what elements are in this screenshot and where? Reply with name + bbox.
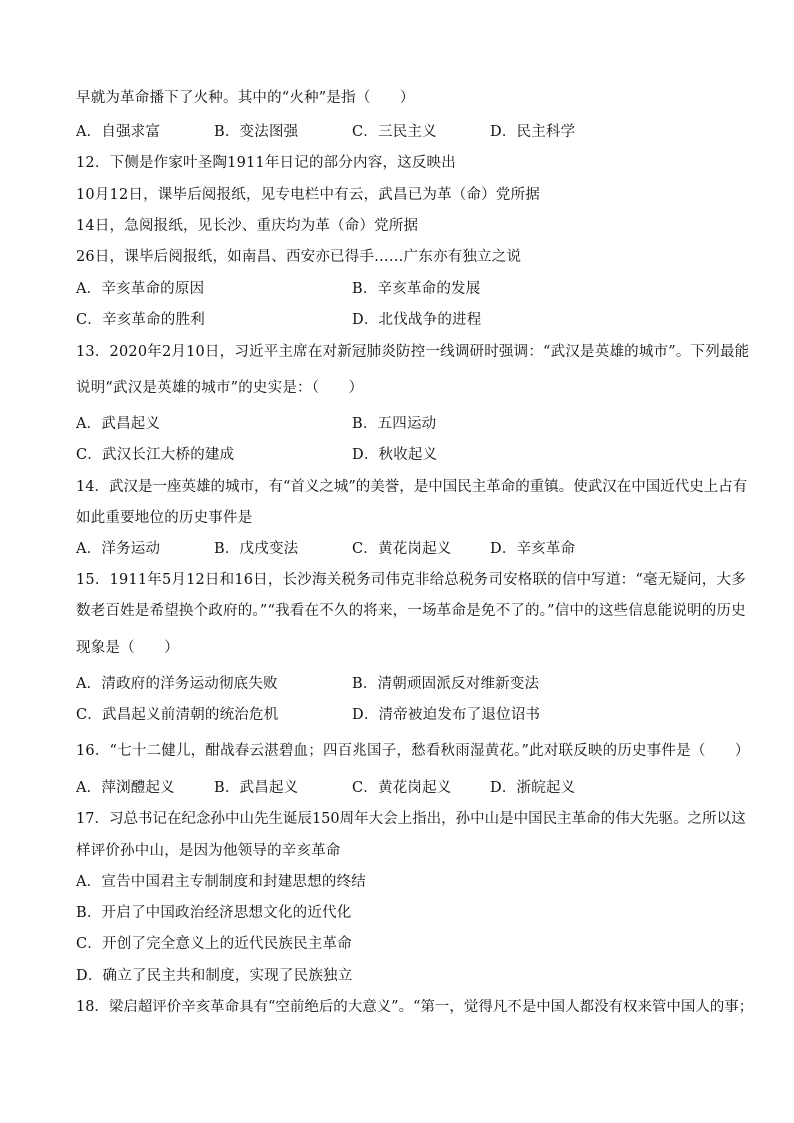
q11-option-d: D．民主科学	[490, 124, 576, 140]
q16-option-d: D．浙皖起义	[490, 780, 576, 796]
q15-stem: 15．1911年5月12日和16日，长沙海关税务司伟克非给总税务司安格联的信中写道：“毫无疑问，大多	[76, 572, 746, 588]
q11-option-c: C．三民主义	[352, 124, 437, 140]
q16-option-b: B．武昌起义	[214, 780, 299, 796]
q15-option-d: D．清帝被迫发布了退位诏书	[352, 707, 541, 723]
q15-option-b: B．清朝顽固派反对维新变法	[352, 676, 540, 692]
q13-stem: 说明“武汉是英雄的城市”的史实是：（ ）	[76, 380, 364, 396]
q15-option-a: A．清政府的洋务运动彻底失败	[76, 676, 278, 692]
q13-option-d: D．秋收起义	[352, 447, 438, 463]
q16-stem: 16．“七十二健儿，酣战春云湛碧血；四百兆国子，愁看秋雨湿黄花。”此对联反映的历史事件是（ ）	[76, 743, 750, 759]
q11-option-a: A．自强求富	[76, 124, 161, 140]
q15-options-row	[76, 704, 754, 726]
q18-stem: 18．梁启超评价辛亥革命具有“空前绝后的大意义”。“第一，觉得凡不是中国人都没有权来管中国人的事；	[76, 999, 754, 1015]
q13-option-a: A．武昌起义	[76, 416, 161, 432]
q12-diary-line: 10月12日，课毕后阅报纸，见专电栏中有云，武昌已为革（命）党所据	[76, 187, 540, 203]
q11-option-b: B．变法图强	[214, 124, 299, 140]
q15-option-c: C．武昌起义前清朝的统治危机	[76, 707, 279, 723]
q15-stem: 数老百姓是希望换个政府的。”“我看在不久的将来，一场革命是免不了的。”信中的这些信息能说明的历史	[76, 603, 746, 619]
q17-option-b: B．开启了中国政治经济思想文化的近代化	[76, 905, 352, 921]
q12-stem: 12．下侧是作家叶圣陶1911年日记的部分内容，这反映出	[76, 155, 456, 171]
q16-options	[76, 777, 754, 799]
q12-option-c: C．辛亥革命的胜利	[76, 312, 205, 328]
q11-stem-tail: 早就为革命播下了火种。其中的“火种”是指（ ）	[76, 90, 415, 106]
q13-stem: 13．2020年2月10日，习近平主席在对新冠肺炎防控一线调研时强调：“武汉是英雄的城市”。下列最能	[76, 344, 750, 360]
q12-diary-line: 14日，急阅报纸，见长沙、重庆均为革（命）党所据	[76, 218, 419, 234]
q14-option-c: C．黄花岗起义	[352, 541, 452, 557]
q12-option-b: B．辛亥革命的发展	[352, 281, 481, 297]
q17-option-c: C．开创了完全意义上的近代民族民主革命	[76, 936, 352, 952]
q13-options-row	[76, 444, 754, 466]
q16-option-c: C．黄花岗起义	[352, 780, 452, 796]
q13-option-b: B．五四运动	[352, 416, 437, 432]
q12-options-row	[76, 278, 754, 300]
q14-option-d: D．辛亥革命	[490, 541, 576, 557]
q12-diary-line: 26日，课毕后阅报纸，如南昌、西安亦已得手……广东亦有独立之说	[76, 249, 522, 265]
q17-option-a: A．宣告中国君主专制制度和封建思想的终结	[76, 874, 366, 890]
q15-options-row	[76, 673, 754, 695]
q13-option-c: C．武汉长江大桥的建成	[76, 447, 235, 463]
q14-stem: 14．武汉是一座英雄的城市，有“首义之城”的美誉，是中国民主革命的重镇。使武汉在中国近代史上占有	[76, 479, 748, 495]
q12-options-row	[76, 309, 754, 331]
q14-option-b: B．戊戌变法	[214, 541, 299, 557]
q11-options	[76, 121, 754, 143]
q17-stem: 样评价孙中山，是因为他领导的辛亥革命	[76, 843, 341, 859]
q12-option-d: D．北伐战争的进程	[352, 312, 482, 328]
q15-stem: 现象是（ ）	[76, 640, 179, 656]
q17-option-d: D．确立了民主共和制度，实现了民族独立	[76, 968, 353, 984]
q16-option-a: A．萍浏醴起义	[76, 780, 175, 796]
q14-options	[76, 538, 754, 560]
q12-option-a: A．辛亥革命的原因	[76, 281, 205, 297]
q14-stem: 如此重要地位的历史事件是	[76, 510, 253, 526]
q13-options-row	[76, 413, 754, 435]
q14-option-a: A．洋务运动	[76, 541, 161, 557]
q17-stem: 17．习总书记在纪念孙中山先生诞辰150周年大会上指出，孙中山是中国民主革命的伟大先驱。之所以这	[76, 811, 746, 827]
